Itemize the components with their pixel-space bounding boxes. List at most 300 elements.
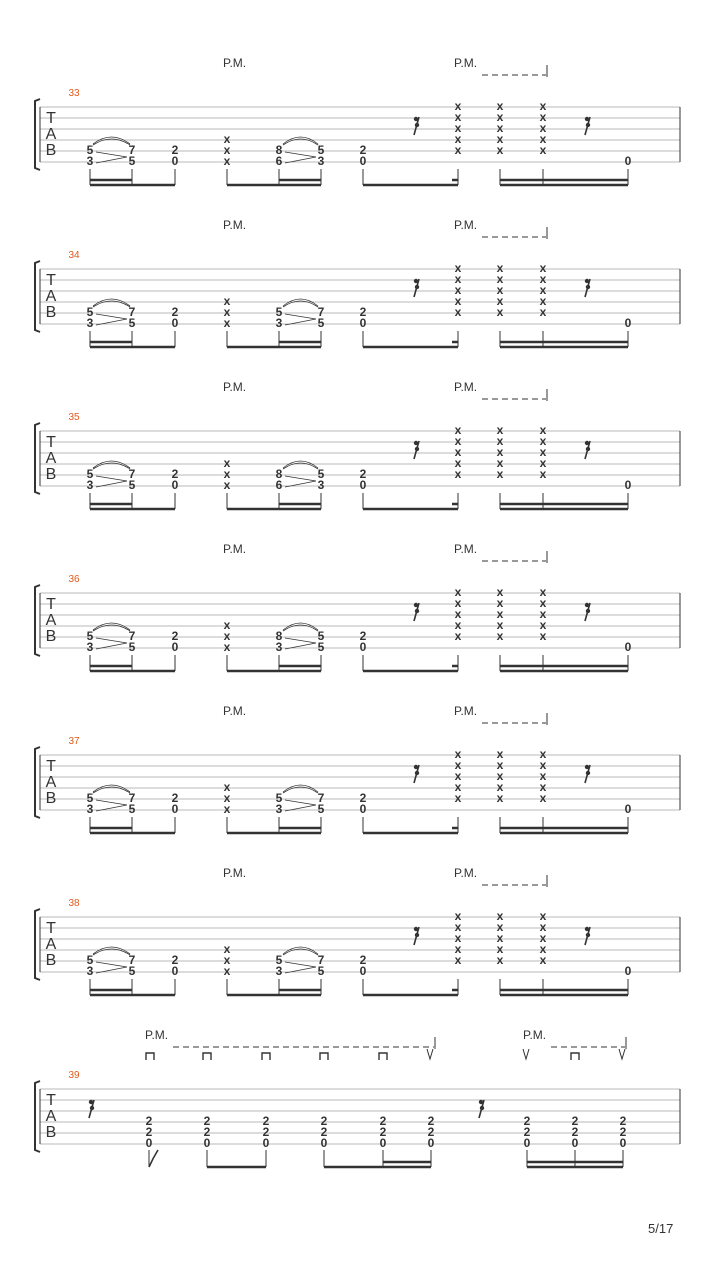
fret-number: 2 [523,1125,531,1139]
muted-note: x [223,640,231,654]
fret-number: 0 [619,1136,627,1150]
muted-note: x [223,964,231,978]
rest-dot [585,441,589,445]
system-38 [35,866,680,995]
muted-note: x [454,596,462,610]
muted-note: x [539,747,547,761]
muted-note: x [454,423,462,437]
muted-note: x [496,618,504,632]
system-34 [35,218,680,347]
fret-number: 5 [128,154,136,168]
fret-number: 5 [275,953,283,967]
muted-note: x [539,585,547,599]
fret-number: 3 [275,964,283,978]
muted-note: x [454,769,462,783]
rest-dot [415,447,419,451]
downstroke-mark [379,1053,387,1060]
muted-note: x [496,294,504,308]
fret-number: 5 [275,791,283,805]
muted-note: x [223,791,231,805]
fret-number: 2 [171,143,179,157]
rest-dot [585,279,589,283]
fret-number: 2 [359,791,367,805]
slide-line [285,962,316,967]
muted-note: x [539,272,547,286]
muted-note: x [496,791,504,805]
fret-number: 2 [171,467,179,481]
fret-number: 2 [359,143,367,157]
palm-mute-label: P.M. [523,1028,547,1042]
muted-note: x [539,434,547,448]
slide-line [96,962,127,967]
fret-number: 8 [275,467,283,481]
fret-number: 2 [145,1114,153,1128]
rest-dot [586,447,590,451]
fret-number: 2 [262,1125,270,1139]
muted-note: x [496,305,504,319]
palm-mute-label: P.M. [223,218,247,232]
upstroke-mark [427,1049,433,1059]
slide-line [96,800,127,805]
tab-clef-b: B [45,142,57,159]
muted-note: x [539,791,547,805]
tab-clef-b: B [45,1124,57,1141]
muted-note: x [539,758,547,772]
rest-dot [586,123,590,127]
fret-number: 2 [523,1114,531,1128]
muted-note: x [223,154,231,168]
fret-number: 5 [128,964,136,978]
measure-number: 35 [68,412,80,423]
fret-number: 5 [128,478,136,492]
fret-number: 0 [571,1136,579,1150]
system-bracket [35,585,40,656]
fret-number: 5 [275,305,283,319]
muted-note: x [223,132,231,146]
muted-note: x [454,467,462,481]
muted-note: x [454,758,462,772]
page-number: 5/17 [648,1221,674,1236]
rest-dot [414,927,418,931]
slide-line [285,314,316,319]
fret-number: 8 [275,143,283,157]
muted-note: x [454,132,462,146]
muted-note: x [454,909,462,923]
rest-dot [480,1106,484,1110]
palm-mute-label: P.M. [454,542,478,556]
fret-number: 2 [359,629,367,643]
muted-note: x [496,110,504,124]
muted-note: x [496,596,504,610]
fret-number: 0 [203,1136,211,1150]
slide-line [96,314,127,319]
muted-note: x [496,953,504,967]
rest-dot [585,927,589,931]
fret-number: 0 [171,640,179,654]
fret-number: 3 [86,316,94,330]
muted-note: x [496,920,504,934]
muted-note: x [539,294,547,308]
fret-number: 6 [275,478,283,492]
palm-mute-label: P.M. [223,866,247,880]
tab-clef-a: A [45,126,57,143]
muted-note: x [454,747,462,761]
fret-number: 2 [203,1114,211,1128]
fret-number: 0 [359,316,367,330]
palm-mute-label: P.M. [454,380,478,394]
fret-number: 7 [317,791,325,805]
fret-number: 3 [86,478,94,492]
tab-clef-t: T [46,272,56,289]
tab-clef-t: T [46,434,56,451]
slide-line [285,152,316,157]
palm-mute-label: P.M. [145,1028,169,1042]
fret-number: 5 [128,640,136,654]
muted-note: x [454,791,462,805]
fret-number: 7 [128,953,136,967]
fret-number: 5 [86,467,94,481]
fret-number: 0 [427,1136,435,1150]
fret-number: 7 [317,305,325,319]
rest-dot [90,1106,94,1110]
muted-note: x [496,283,504,297]
muted-note: x [496,99,504,113]
muted-note: x [539,283,547,297]
fret-number: 0 [171,316,179,330]
fret-number: 3 [275,640,283,654]
fret-number: 0 [359,154,367,168]
tab-clef-a: A [45,936,57,953]
fret-number: 5 [317,143,325,157]
rest-dot [586,933,590,937]
rest-dot [585,117,589,121]
rest-dot [415,609,419,613]
measure-number: 38 [68,898,80,909]
fret-number: 5 [86,629,94,643]
fret-number: 5 [317,629,325,643]
muted-note: x [454,585,462,599]
muted-note: x [539,445,547,459]
fret-number: 3 [317,478,325,492]
muted-note: x [539,942,547,956]
fret-number: 0 [171,964,179,978]
fret-number: 0 [624,802,632,816]
palm-mute-label: P.M. [454,56,478,70]
muted-note: x [496,942,504,956]
measure-number: 39 [68,1070,80,1081]
fret-number: 0 [379,1136,387,1150]
fret-number: 0 [171,478,179,492]
muted-note: x [539,456,547,470]
muted-note: x [454,283,462,297]
measure-number: 33 [68,88,80,99]
slide-line [96,476,127,481]
fret-number: 0 [359,964,367,978]
muted-note: x [454,920,462,934]
fret-number: 0 [171,154,179,168]
palm-mute-label: P.M. [454,704,478,718]
fret-number: 0 [359,478,367,492]
slide-line [96,152,127,157]
rest-dot [414,441,418,445]
upstroke-mark [523,1049,529,1059]
fret-number: 3 [86,802,94,816]
palm-mute-label: P.M. [223,56,247,70]
muted-note: x [454,261,462,275]
fret-number: 5 [128,316,136,330]
muted-note: x [539,467,547,481]
muted-note: x [539,920,547,934]
tab-clef-a: A [45,612,57,629]
fret-number: 7 [128,143,136,157]
muted-note: x [496,758,504,772]
fret-number: 0 [624,154,632,168]
fret-number: 2 [145,1125,153,1139]
palm-mute-label: P.M. [223,704,247,718]
slide-line [285,638,316,643]
note-flag [149,1150,158,1167]
system-37 [35,704,680,833]
rest-dot [415,933,419,937]
muted-note: x [223,305,231,319]
system-bracket [35,1081,40,1152]
muted-note: x [496,747,504,761]
fret-number: 2 [320,1125,328,1139]
downstroke-mark [320,1053,328,1060]
fret-number: 2 [619,1125,627,1139]
muted-note: x [223,467,231,481]
fret-number: 2 [427,1114,435,1128]
fret-number: 2 [262,1114,270,1128]
muted-note: x [539,110,547,124]
system-33 [35,56,680,185]
fret-number: 3 [317,154,325,168]
muted-note: x [539,953,547,967]
rest-dot [586,285,590,289]
fret-number: 3 [86,964,94,978]
tab-clef-t: T [46,920,56,937]
fret-number: 0 [320,1136,328,1150]
muted-note: x [496,434,504,448]
muted-note: x [496,467,504,481]
palm-mute-label: P.M. [223,542,247,556]
fret-number: 2 [203,1125,211,1139]
muted-note: x [496,261,504,275]
muted-note: x [454,99,462,113]
tab-clef-a: A [45,774,57,791]
fret-number: 0 [624,964,632,978]
fret-number: 2 [320,1114,328,1128]
muted-note: x [223,294,231,308]
muted-note: x [223,942,231,956]
fret-number: 2 [171,629,179,643]
system-bracket [35,99,40,170]
muted-note: x [223,143,231,157]
muted-note: x [454,780,462,794]
fret-number: 5 [128,802,136,816]
system-bracket [35,423,40,494]
fret-number: 8 [275,629,283,643]
fret-number: 3 [275,316,283,330]
fret-number: 0 [145,1136,153,1150]
fret-number: 7 [128,629,136,643]
tab-clef-b: B [45,628,57,645]
tab-clef-b: B [45,304,57,321]
slide-line [285,800,316,805]
fret-number: 2 [359,953,367,967]
tab-clef-b: B [45,790,57,807]
rest-dot [414,603,418,607]
rest-dot [89,1100,93,1104]
downstroke-mark [571,1053,579,1060]
fret-number: 2 [171,791,179,805]
muted-note: x [496,585,504,599]
muted-note: x [496,780,504,794]
fret-number: 7 [128,305,136,319]
muted-note: x [496,272,504,286]
fret-number: 2 [571,1125,579,1139]
fret-number: 2 [379,1125,387,1139]
muted-note: x [539,629,547,643]
muted-note: x [223,316,231,330]
fret-number: 3 [275,802,283,816]
muted-note: x [454,294,462,308]
muted-note: x [539,909,547,923]
muted-note: x [223,802,231,816]
downstroke-mark [146,1053,154,1060]
muted-note: x [539,261,547,275]
muted-note: x [539,99,547,113]
system-bracket [35,747,40,818]
fret-number: 5 [86,791,94,805]
muted-note: x [496,445,504,459]
fret-number: 5 [317,316,325,330]
muted-note: x [496,132,504,146]
fret-number: 7 [128,791,136,805]
muted-note: x [539,423,547,437]
muted-note: x [223,618,231,632]
muted-note: x [454,143,462,157]
palm-mute-label: P.M. [454,866,478,880]
fret-number: 5 [317,467,325,481]
tab-clef-t: T [46,110,56,127]
palm-mute-label: P.M. [223,380,247,394]
rest-dot [414,117,418,121]
muted-note: x [454,953,462,967]
muted-note: x [454,121,462,135]
muted-note: x [496,769,504,783]
muted-note: x [223,953,231,967]
muted-note: x [539,305,547,319]
muted-note: x [539,132,547,146]
tab-clef-a: A [45,450,57,467]
muted-note: x [454,434,462,448]
muted-note: x [223,478,231,492]
tab-clef-b: B [45,952,57,969]
system-35 [35,380,680,509]
muted-note: x [496,456,504,470]
tab-clef-a: A [45,288,57,305]
tab-clef-t: T [46,596,56,613]
palm-mute-label: P.M. [454,218,478,232]
rest-dot [585,603,589,607]
measure-number: 34 [68,250,80,261]
system-bracket [35,909,40,980]
muted-note: x [539,618,547,632]
fret-number: 0 [624,478,632,492]
fret-number: 0 [624,640,632,654]
slide-line [285,476,316,481]
fret-number: 2 [359,305,367,319]
system-bracket [35,261,40,332]
muted-note: x [454,445,462,459]
muted-note: x [454,305,462,319]
rest-dot [586,609,590,613]
muted-note: x [496,423,504,437]
muted-note: x [454,456,462,470]
muted-note: x [454,110,462,124]
fret-number: 5 [317,640,325,654]
muted-note: x [496,909,504,923]
upstroke-mark [619,1049,625,1059]
system-39 [35,1028,680,1167]
fret-number: 3 [86,640,94,654]
rest-dot [415,771,419,775]
measure-number: 36 [68,574,80,585]
tab-clef-a: A [45,1108,57,1125]
muted-note: x [454,618,462,632]
slide-line [96,638,127,643]
tab-clef-t: T [46,758,56,775]
fret-number: 0 [624,316,632,330]
fret-number: 0 [171,802,179,816]
downstroke-mark [203,1053,211,1060]
rest-dot [414,279,418,283]
muted-note: x [539,931,547,945]
fret-number: 3 [86,154,94,168]
fret-number: 2 [379,1114,387,1128]
fret-number: 5 [317,964,325,978]
muted-note: x [539,607,547,621]
muted-note: x [539,143,547,157]
muted-note: x [454,272,462,286]
muted-note: x [496,121,504,135]
muted-note: x [223,780,231,794]
muted-note: x [539,769,547,783]
muted-note: x [454,607,462,621]
fret-number: 0 [523,1136,531,1150]
fret-number: 0 [359,802,367,816]
fret-number: 0 [262,1136,270,1150]
tab-clef-t: T [46,1092,56,1109]
muted-note: x [539,780,547,794]
muted-note: x [539,121,547,135]
muted-note: x [454,629,462,643]
muted-note: x [454,942,462,956]
measure-number: 37 [68,736,80,747]
muted-note: x [496,931,504,945]
muted-note: x [496,629,504,643]
fret-number: 2 [571,1114,579,1128]
fret-number: 2 [359,467,367,481]
rest-dot [414,765,418,769]
fret-number: 5 [86,143,94,157]
muted-note: x [496,607,504,621]
fret-number: 2 [619,1114,627,1128]
tab-clef-b: B [45,466,57,483]
fret-number: 2 [427,1125,435,1139]
rest-dot [415,285,419,289]
